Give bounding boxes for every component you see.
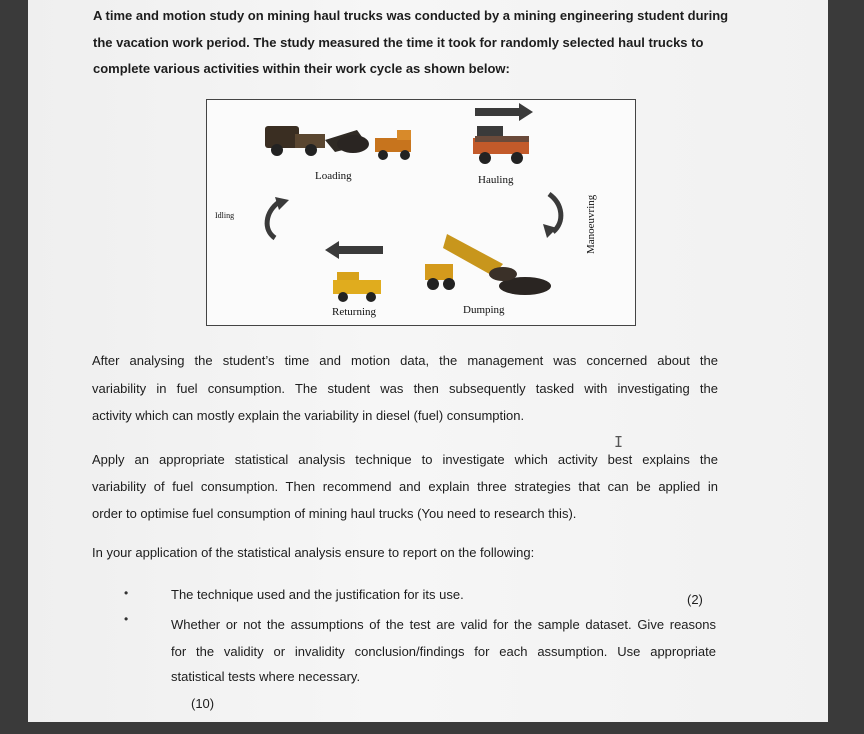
intro-line-3: complete various activities within their work cycle as shown below: [93, 61, 510, 76]
para2-line-2: variability of fuel consumption. Then recommend and explain three strategies that can be applied in [92, 479, 718, 494]
para2-line-1: Apply an appropriate statistical analysis technique to investigate which activity best explains the [92, 452, 718, 467]
dump-truck-icon [425, 234, 551, 295]
document-page [28, 0, 828, 722]
haul-truck-icon [473, 126, 529, 164]
returning-label: Returning [332, 306, 376, 318]
right-arrow-icon [475, 103, 533, 121]
manoeuvring-label: Manoeuvring [585, 194, 597, 254]
loading-label: Loading [315, 170, 352, 182]
bullet-1: • [124, 586, 129, 600]
curved-arrow-left-icon [267, 202, 279, 238]
text-cursor-icon: I [614, 433, 624, 451]
return-truck-icon [333, 272, 381, 302]
haul-cycle-figure [206, 99, 636, 326]
intro-line-2: the vacation work period. The study measured the time it took for randomly selected haul trucks to [93, 35, 704, 50]
list-item-1: The technique used and the justification for its use. [171, 587, 464, 602]
loader-truck-icon [265, 126, 411, 160]
idling-label: Idling [215, 211, 235, 220]
intro-line-1: A time and motion study on mining haul trucks was conducted by a mining engineering student during [93, 8, 729, 23]
para1-line-3: activity which can mostly explain the variability in diesel (fuel) consumption. [92, 408, 525, 423]
para1-line-2: variability in fuel consumption. The student was then subsequently tasked with investigating the [92, 381, 718, 396]
para2-line-3: order to optimise fuel consumption of mining haul trucks (You need to research this). [92, 506, 577, 521]
list-item-2-line-2: for the validity or invalidity conclusion/findings for each assumption. Use appropriate [171, 644, 716, 659]
para1-line-1: After analysing the student’s time and motion data, the management was concerned about the [92, 353, 718, 368]
haul-cycle-drawing [207, 100, 635, 325]
list-item-2-line-1: Whether or not the assumptions of the test are valid for the sample dataset. Give reasons [171, 617, 716, 632]
dumping-label: Dumping [463, 304, 505, 316]
hauling-label: Hauling [478, 174, 514, 186]
left-arrow-icon [325, 241, 383, 259]
list-item-2-line-3: statistical tests where necessary. [171, 669, 361, 684]
list-item-2-marks: (10) [191, 696, 215, 711]
bullet-2: • [124, 612, 129, 626]
list-item-1-marks: (2) [687, 592, 703, 607]
para3-line-1: In your application of the statistical analysis ensure to report on the following: [92, 545, 535, 560]
